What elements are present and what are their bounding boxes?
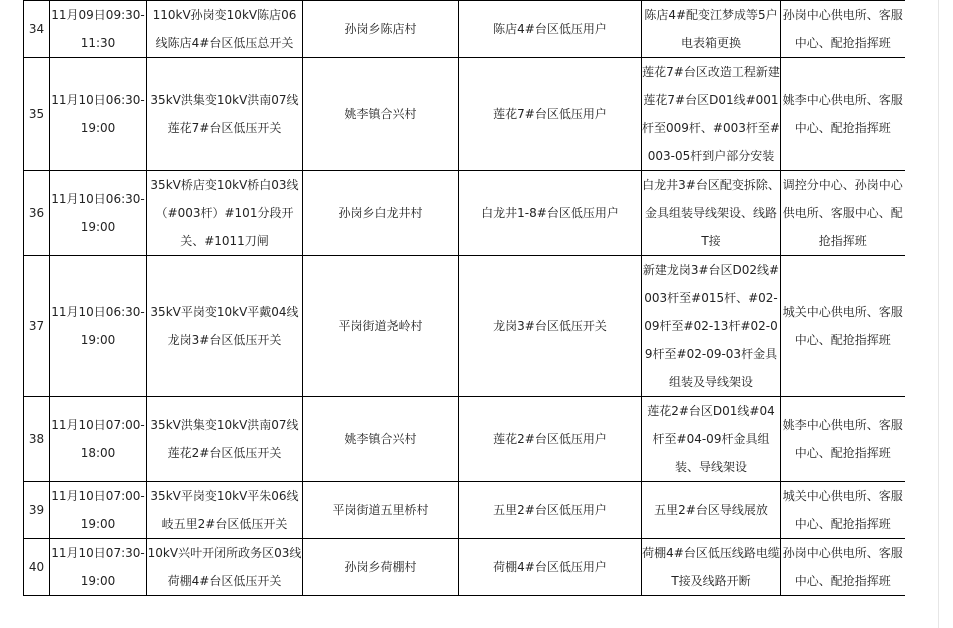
work-content: 陈店4#配变江梦成等5户电表箱更换 [642, 1, 781, 58]
responsible-units: 孙岗中心供电所、客服中心、配抢指挥班 [781, 539, 905, 596]
table-row [24, 539, 905, 596]
outage-equipment: 10kV兴叶开闭所政务区03线荷棚4#台区低压开关 [147, 539, 303, 596]
outage-time: 11月09日09:30-11:30 [50, 1, 147, 58]
affected-area: 陈店4#台区低压用户 [459, 1, 642, 58]
affected-area: 龙岗3#台区低压开关 [459, 256, 642, 397]
row-number: 34 [24, 1, 50, 58]
row-number: 38 [24, 397, 50, 482]
outage-equipment: 110kV孙岗变10kV陈店06线陈店4#台区低压总开关 [147, 1, 303, 58]
work-content: 新建龙岗3#台区D02线#003杆至#015杆、#02-09杆至#02-13杆#02-09杆至#02-09-03杆金具组装及导线架设 [642, 256, 781, 397]
outage-time: 11月10日07:00-18:00 [50, 397, 147, 482]
outage-equipment: 35kV洪集变10kV洪南07线莲花7#台区低压开关 [147, 58, 303, 171]
affected-area: 五里2#台区低压用户 [459, 482, 642, 539]
row-number: 36 [24, 171, 50, 256]
row-number: 39 [24, 482, 50, 539]
responsible-units: 姚李中心供电所、客服中心、配抢指挥班 [781, 397, 905, 482]
outage-time: 11月10日06:30-19:00 [50, 256, 147, 397]
outage-equipment: 35kV洪集变10kV洪南07线莲花2#台区低压开关 [147, 397, 303, 482]
outage-location: 平岗街道五里桥村 [303, 482, 459, 539]
affected-area: 莲花7#台区低压用户 [459, 58, 642, 171]
affected-area: 莲花2#台区低压用户 [459, 397, 642, 482]
work-content: 荷棚4#台区低压线路电缆T接及线路开断 [642, 539, 781, 596]
responsible-units: 姚李中心供电所、客服中心、配抢指挥班 [781, 58, 905, 171]
work-content: 白龙井3#台区配变拆除、金具组装导线架设、线路T接 [642, 171, 781, 256]
outage-equipment: 35kV平岗变10kV平戴04线龙岗3#台区低压开关 [147, 256, 303, 397]
responsible-units: 城关中心供电所、客服中心、配抢指挥班 [781, 482, 905, 539]
row-number: 35 [24, 58, 50, 171]
work-content: 莲花2#台区D01线#04杆至#04-09杆金具组装、导线架设 [642, 397, 781, 482]
table-row [24, 397, 905, 482]
table-row [24, 171, 905, 256]
outage-time: 11月10日07:30-19:00 [50, 539, 147, 596]
responsible-units: 城关中心供电所、客服中心、配抢指挥班 [781, 256, 905, 397]
outage-time: 11月10日06:30-19:00 [50, 58, 147, 171]
responsible-units: 孙岗中心供电所、客服中心、配抢指挥班 [781, 1, 905, 58]
outage-location: 姚李镇合兴村 [303, 58, 459, 171]
outage-location: 孙岗乡白龙井村 [303, 171, 459, 256]
page-right-rule [938, 0, 939, 628]
outage-location: 孙岗乡荷棚村 [303, 539, 459, 596]
outage-location: 平岗街道尧岭村 [303, 256, 459, 397]
outage-time: 11月10日06:30-19:00 [50, 171, 147, 256]
affected-area: 荷棚4#台区低压用户 [459, 539, 642, 596]
outage-equipment: 35kV桥店变10kV桥白03线（#003杆）#101分段开关、#1011刀闸 [147, 171, 303, 256]
outage-schedule-table [23, 0, 905, 596]
table-row [24, 256, 905, 397]
table-row [24, 58, 905, 171]
work-content: 五里2#台区导线展放 [642, 482, 781, 539]
responsible-units: 调控分中心、孙岗中心供电所、客服中心、配抢指挥班 [781, 171, 905, 256]
work-content: 莲花7#台区改造工程新建莲花7#台区D01线#001杆至009杆、#003杆至#003-05杆到户部分安装 [642, 58, 781, 171]
outage-location: 姚李镇合兴村 [303, 397, 459, 482]
table-row [24, 482, 905, 539]
outage-time: 11月10日07:00-19:00 [50, 482, 147, 539]
row-number: 40 [24, 539, 50, 596]
row-number: 37 [24, 256, 50, 397]
outage-location: 孙岗乡陈店村 [303, 1, 459, 58]
outage-equipment: 35kV平岗变10kV平朱06线岐五里2#台区低压开关 [147, 482, 303, 539]
affected-area: 白龙井1-8#台区低压用户 [459, 171, 642, 256]
table-row [24, 1, 905, 58]
